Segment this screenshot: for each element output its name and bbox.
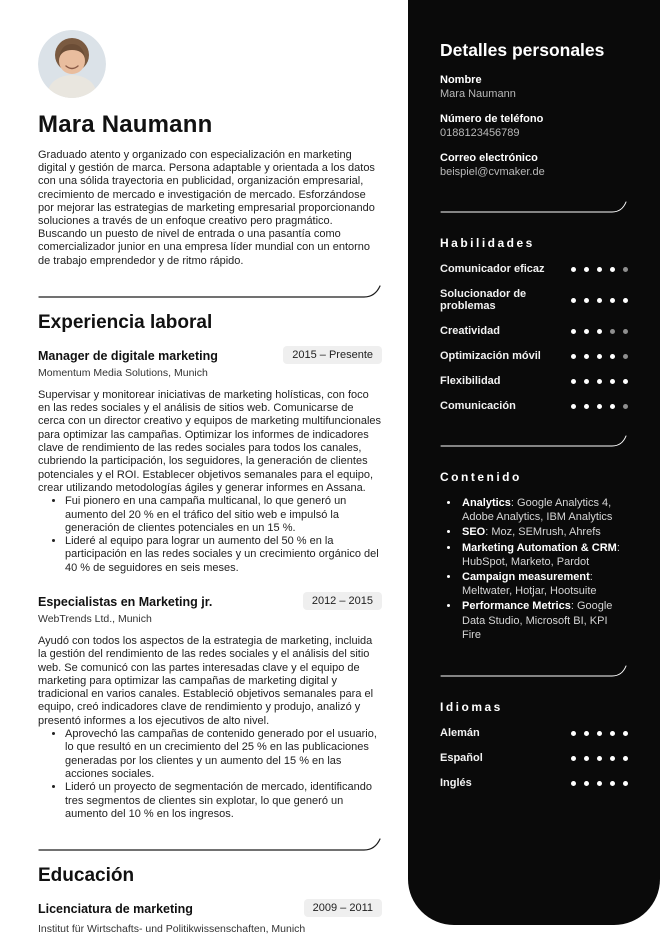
personal-details-heading: Detalles personales (440, 40, 605, 60)
rating-dot (610, 298, 615, 303)
job-achievements-list (38, 495, 382, 575)
rating-dot (584, 756, 589, 761)
rating-dot (610, 354, 615, 359)
language-rating-dots (571, 781, 628, 786)
rating-dot (623, 756, 628, 761)
language-row (440, 752, 628, 764)
rating-dot (597, 781, 602, 786)
content-item: • Analytics: Google Analytics 4, Adobe Analytics, IBM Analytics (460, 496, 628, 524)
job-title: Especialistas en Marketing jr. (38, 594, 213, 609)
rating-dot (584, 298, 589, 303)
skill-rating-dots (571, 298, 628, 303)
field-value: Mara Naumann (440, 88, 516, 100)
language-label: Español (440, 752, 483, 765)
sidebar-panel (408, 0, 660, 925)
rating-dot (610, 379, 615, 384)
section-divider (38, 836, 382, 852)
rating-dot (584, 781, 589, 786)
experience-entry (38, 346, 382, 575)
skill-rating-dots (571, 379, 628, 384)
rating-dot (584, 731, 589, 736)
skill-rating-dots (571, 329, 628, 334)
rating-dot (571, 354, 576, 359)
field-value: 0188123456789 (440, 127, 520, 139)
job-achievement: • Aprovechó las campañas de contenido generado por el usuario, lo que resultó en un crecimiento del 25 % en las publicaciones generadas por los clientes y un aumento del 15 % en las acciones sociales. (65, 728, 382, 781)
detail-field (440, 152, 628, 178)
content-item: • SEO: Moz, SEMrush, Ahrefs (460, 525, 628, 539)
rating-dot (597, 404, 602, 409)
content-heading: Contenido (440, 470, 522, 484)
field-value: beispiel@cvmaker.de (440, 166, 545, 178)
rating-dot (623, 329, 628, 334)
job-description: Supervisar y monitorear iniciativas de marketing holísticas, con foco en las redes sociales y el análisis de sitios web. Comunicarse de cerca con un director creativo y equipos de marketing multifuncionales para optimizar las campañas. Optimizar los informes de indicadores clave de rendimiento de las redes sociales para todos los canales, cubriendo la participación, los seguidores, la generación de clientes potenciales y el ROI. Establecer objetivos semanales para el equipo, crear utilizando metodologías ágiles y generar informes en Assana. (38, 388, 382, 494)
language-label: Alemán (440, 727, 480, 740)
avatar-illustration (38, 30, 106, 98)
rating-dot (584, 404, 589, 409)
skill-label: Flexibilidad (440, 375, 501, 387)
rating-dot (610, 731, 615, 736)
rating-dot (571, 298, 576, 303)
profile-summary: Graduado atento y organizado con especialización en marketing digital y gestión de marca. Persona adaptable y orientada a los datos con una sólida trayectoria en publicidad, organización empresarial, crecimiento de mercado e investigación de mercado. Esforzándose por mejorar las estrategias de marketing empresarial proporcionando soluciones a través de un enfoque creativo pero pragmático. Buscando un puesto de nivel de entrada o una pasantía como comercializador junior en una empresa líder mundial con un entorno de trabajo emprendedor y de ritmo rápido. (38, 149, 375, 267)
education-entry (38, 899, 382, 935)
skill-rating-dots (571, 404, 628, 409)
job-description: Ayudó con todos los aspectos de la estrategia de marketing, incluida la gestión del rendimiento de las redes sociales y el análisis del sitio web. Se comunicó con las partes interesadas clave y el equipo de marketing para optimizar las campañas de marketing digital y tradicional en varios canales. Estableció objetivos semanales para el equipo, creó indicadores clave de rendimiento y produjo, analizó y presentó informes a los ejecutivos de alto nivel. (38, 634, 374, 727)
language-row (440, 727, 628, 739)
section-divider (440, 200, 628, 214)
rating-dot (571, 731, 576, 736)
job-achievement: • Lideré al equipo para lograr un aumento del 50 % en la participación en las redes sociales y un crecimiento orgánico del 40 % de seguidores en seis meses. (65, 535, 382, 575)
skill-label: Comunicación (440, 400, 516, 412)
content-list (440, 496, 628, 642)
languages-heading: Idiomas (440, 700, 503, 715)
skill-rating-dots (571, 354, 628, 359)
degree-title: Licenciatura de marketing (38, 902, 193, 917)
job-title: Manager de digitale marketing (38, 348, 218, 363)
field-label: Número de teléfono (440, 113, 544, 125)
experience-heading: Experiencia laboral (38, 311, 213, 333)
detail-field (440, 74, 628, 100)
experience-entry (38, 592, 382, 821)
rating-dot (610, 267, 615, 272)
skill-label: Creatividad (440, 325, 500, 337)
rating-dot (584, 354, 589, 359)
rating-dot (571, 756, 576, 761)
skill-row (440, 288, 628, 312)
rating-dot (623, 731, 628, 736)
skill-rating-dots (571, 267, 628, 272)
rating-dot (571, 379, 576, 384)
rating-dot (610, 756, 615, 761)
avatar (38, 30, 106, 98)
rating-dot (571, 404, 576, 409)
skill-row (440, 400, 628, 412)
rating-dot (623, 267, 628, 272)
rating-dot (597, 329, 602, 334)
field-label: Nombre (440, 74, 482, 86)
education-heading: Educación (38, 865, 135, 887)
job-period-badge: 2012 – 2015 (303, 592, 382, 610)
rating-dot (597, 267, 602, 272)
rating-dot (610, 329, 615, 334)
language-rating-dots (571, 731, 628, 736)
rating-dot (597, 731, 602, 736)
section-divider (440, 664, 628, 678)
skill-row (440, 350, 628, 362)
rating-dot (584, 379, 589, 384)
job-period-badge: 2015 – Presente (283, 346, 382, 364)
job-company: Momentum Media Solutions, Munich (38, 366, 208, 379)
rating-dot (584, 267, 589, 272)
content-item: • Performance Metrics: Google Data Studio, Microsoft BI, KPI Fire (460, 599, 628, 642)
rating-dot (597, 298, 602, 303)
rating-dot (623, 379, 628, 384)
content-item: • Marketing Automation & CRM: HubSpot, Marketo, Pardot (460, 541, 628, 569)
skill-row (440, 375, 628, 387)
rating-dot (610, 781, 615, 786)
skill-label: Optimización móvil (440, 350, 541, 362)
language-rating-dots (571, 756, 628, 761)
rating-dot (571, 267, 576, 272)
rating-dot (571, 781, 576, 786)
rating-dot (571, 329, 576, 334)
section-divider (38, 283, 382, 299)
skills-heading: Habilidades (440, 236, 535, 250)
skill-row (440, 263, 628, 275)
job-achievement: • Fui pionero en una campaña multicanal, lo que generó un aumento del 20 % en el tráfico del sitio web e impulsó la generación de clientes potenciales en un 15 %. (65, 495, 382, 535)
rating-dot (584, 329, 589, 334)
language-row (440, 777, 628, 789)
rating-dot (623, 298, 628, 303)
language-label: Inglés (440, 777, 472, 790)
rating-dot (610, 404, 615, 409)
education-period-badge: 2009 – 2011 (304, 899, 382, 917)
section-divider (440, 434, 628, 448)
job-company: WebTrends Ltd., Munich (38, 612, 152, 625)
education-institution: Institut für Wirtschafts- und Politikwissenschaften, Munich (38, 923, 306, 935)
rating-dot (597, 756, 602, 761)
rating-dot (623, 404, 628, 409)
job-achievement: • Lideró un proyecto de segmentación de mercado, identificando tres segmentos de clientes sin explotar, lo que generó un aumento del 10 % en los ingresos. (65, 781, 382, 821)
person-name: Mara Naumann (38, 111, 213, 138)
detail-field (440, 113, 628, 139)
rating-dot (623, 354, 628, 359)
field-label: Correo electrónico (440, 152, 538, 164)
skill-label: Solucionador de problemas (440, 288, 527, 312)
skill-label: Comunicador eficaz (440, 263, 545, 275)
main-column (38, 30, 382, 935)
rating-dot (623, 781, 628, 786)
rating-dot (597, 354, 602, 359)
skill-row (440, 325, 628, 337)
job-achievements-list (38, 728, 382, 821)
content-item: • Campaign measurement: Meltwater, Hotjar, Hootsuite (460, 570, 628, 598)
rating-dot (597, 379, 602, 384)
